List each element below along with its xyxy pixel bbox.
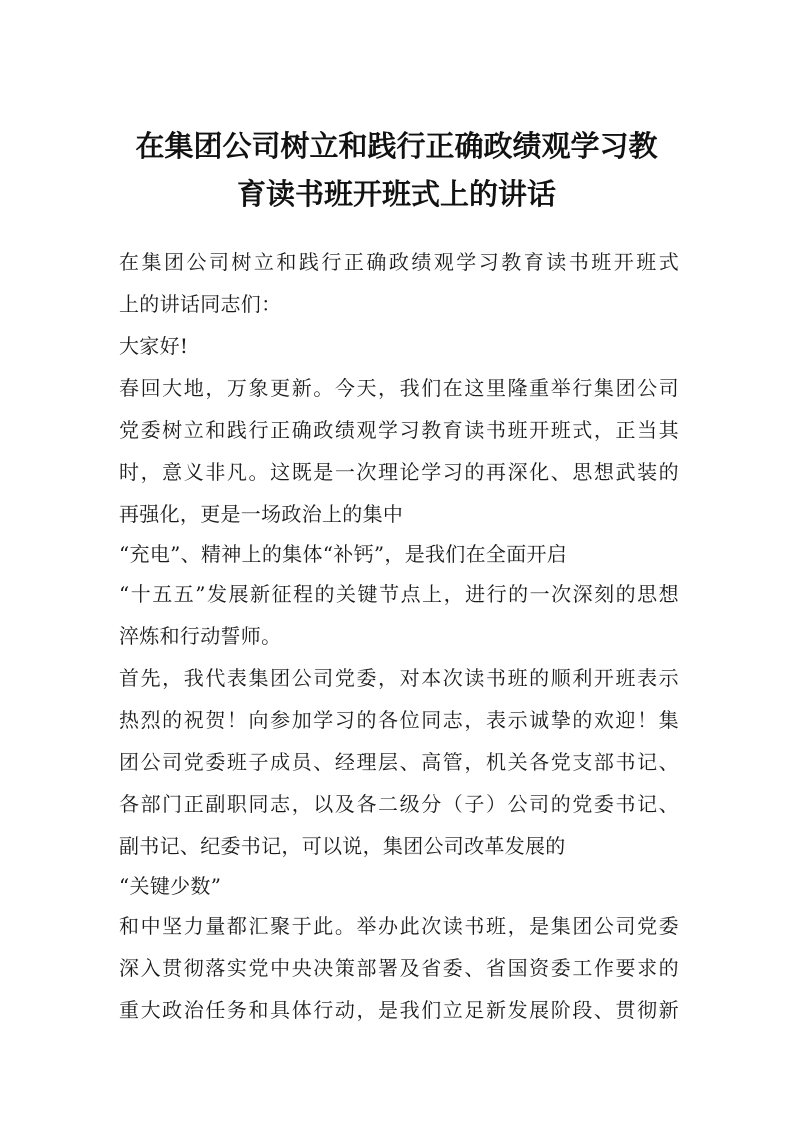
body-line-9: “十五五”发展新征程的关键节点上，进行的一次深刻的思想 [119,582,679,606]
body-line-5: 党委树立和践行正确政绩观学习教育读书班开班式，正当其 [119,418,679,442]
document-title-line-1: 在集团公司树立和践行正确政绩观学习教 [135,129,658,163]
document-title-line-2: 育读书班开班式上的讲话 [236,177,556,211]
body-line-16: “关键少数” [119,874,222,898]
body-line-2: 上的讲话同志们： [119,292,282,316]
body-line-7: 再强化，更是一场政治上的集中 [119,502,404,526]
body-line-8: “充电”、精神上的集体“补钙”，是我们在全面开启 [119,542,568,566]
body-line-6: 时，意义非凡。这既是一次理论学习的再深化、思想武装的 [119,460,679,484]
body-line-3: 大家好! [119,334,189,358]
body-line-11: 首先，我代表集团公司党委，对本次读书班的顺利开班表示 [119,666,679,690]
body-line-1: 在集团公司树立和践行正确政绩观学习教育读书班开班式 [119,250,679,274]
body-line-17: 和中坚力量都汇聚于此。举办此次读书班，是集团公司党委 [119,914,679,938]
body-line-15: 副书记、纪委书记，可以说，集团公司改革发展的 [119,834,566,858]
body-line-4: 春回大地，万象更新。今天，我们在这里隆重举行集团公司 [119,376,679,400]
body-line-18: 深入贯彻落实党中央决策部署及省委、省国资委工作要求的 [119,956,679,980]
body-line-10: 淬炼和行动誓师。 [119,624,282,648]
body-line-12: 热烈的祝贺！向参加学习的各位同志，表示诚挚的欢迎！集 [119,708,679,732]
body-line-13: 团公司党委班子成员、经理层、高管，机关各党支部书记、 [119,750,679,774]
body-line-14: 各部门正副职同志，以及各二级分（子）公司的党委书记、 [119,792,679,816]
body-line-19: 重大政治任务和具体行动，是我们立足新发展阶段、贯彻新 [119,998,679,1022]
